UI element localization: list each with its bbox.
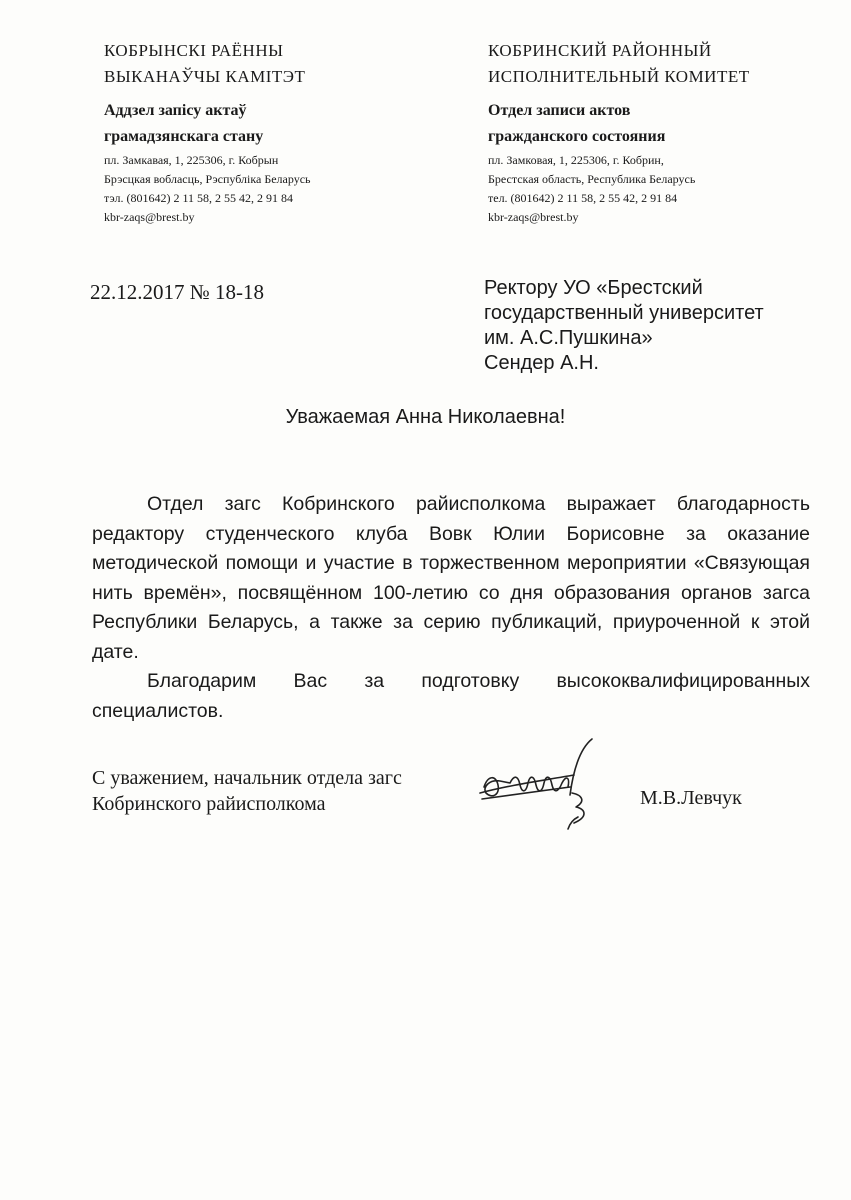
addressee-block: [484, 276, 814, 376]
department-line1: Аддзел запісу актаў: [104, 102, 247, 119]
department-line2: гражданского состояния: [488, 128, 666, 145]
date-reference: 22.12.2017 № 18-18: [90, 280, 265, 304]
letterhead-russian: [488, 38, 828, 226]
address-line2: Брэсцкая вобласць, Рэспубліка Беларусь: [104, 172, 311, 186]
closing-line2: Кобринского райисполкома: [92, 793, 326, 815]
org-name-line2: ИСПОЛНИТЕЛЬНЫЙ КОМИТЕТ: [488, 67, 750, 86]
closing-block: [92, 765, 402, 817]
letterhead-belarusian: [104, 38, 404, 226]
department-line1: Отдел записи актов: [488, 102, 631, 119]
addressee-line2: государственный университет: [484, 302, 764, 324]
email-line: kbr-zaqs@brest.by: [104, 210, 195, 224]
letter-body: [92, 490, 810, 726]
address-line2: Брестская область, Республика Беларусь: [488, 172, 696, 186]
department-line2: грамадзянскага стану: [104, 128, 264, 145]
body-paragraph-1: Отдел загс Кобринского райисполкома выражает благодарность редактору студенческого клуба Вовк Юлии Борисовне за оказание методической помощи и участие в торжественном мероприятии «Связующая нить времён», посвящённом 100-летию со дня образования органов загса Республики Беларусь, а также за серию публикаций, приуроченной к этой дате.: [92, 493, 810, 663]
phone-line: тэл. (801642) 2 11 58, 2 55 42, 2 91 84: [104, 191, 294, 205]
addressee-line1: Ректору УО «Брестский: [484, 277, 703, 299]
signer-name: М.В.Левчук: [640, 787, 742, 809]
addressee-line3: им. А.С.Пушкина»: [484, 327, 653, 349]
closing-line1: С уважением, начальник отдела загс: [92, 767, 402, 789]
address-line1: пл. Замкавая, 1, 225306, г. Кобрын: [104, 153, 279, 167]
org-name-line1: КОБРЫНСКІ РАЁННЫ: [104, 41, 284, 60]
handwritten-signature: [470, 735, 610, 845]
salutation: Уважаемая Анна Николаевна!: [285, 406, 566, 428]
phone-line: тел. (801642) 2 11 58, 2 55 42, 2 91 84: [488, 191, 678, 205]
org-name-line2: ВЫКАНАЎЧЫ КАМІТЭТ: [104, 67, 306, 86]
email-line: kbr-zaqs@brest.by: [488, 210, 579, 224]
org-name-line1: КОБРИНСКИЙ РАЙОННЫЙ: [488, 41, 712, 60]
address-line1: пл. Замковая, 1, 225306, г. Кобрин,: [488, 153, 664, 167]
body-paragraph-2: Благодарим Вас за подготовку высококвалифицированных специалистов.: [92, 670, 810, 722]
addressee-line4: Сендер А.Н.: [484, 352, 599, 374]
